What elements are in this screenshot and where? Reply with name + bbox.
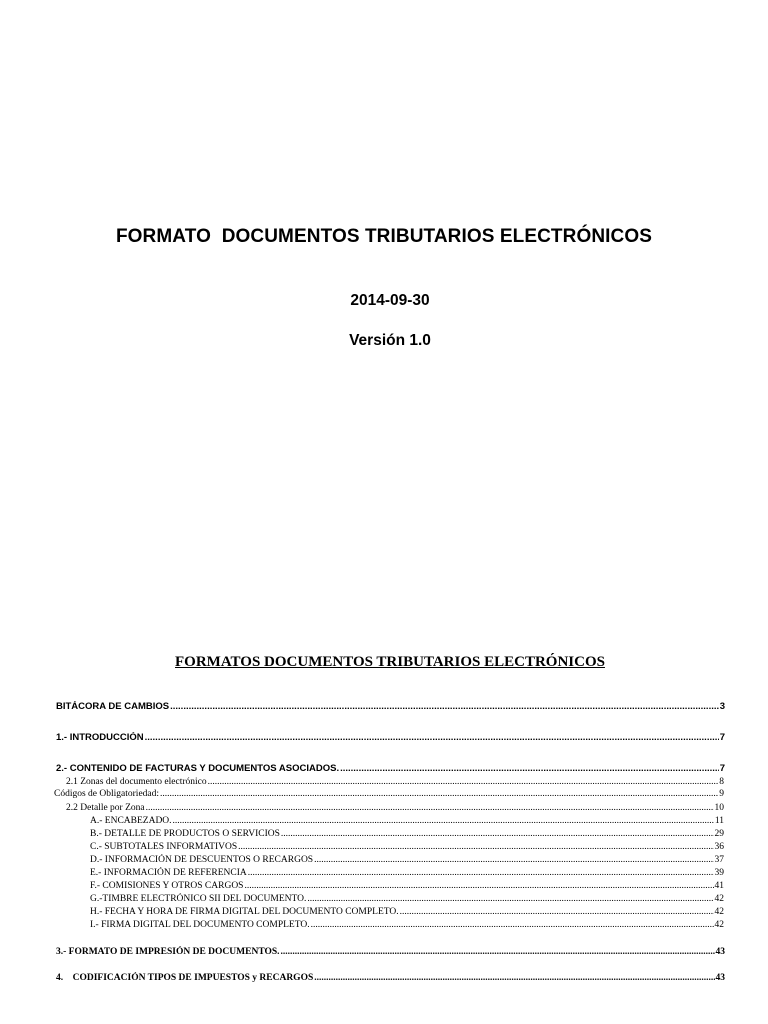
toc-entry-introduccion[interactable]: 1.- INTRODUCCIÓN ..... 7 bbox=[56, 732, 725, 744]
document-title: FORMATO DOCUMENTOS TRIBUTARIOS ELECTRÓNICOS bbox=[115, 226, 653, 247]
toc-entry-formato-impresion[interactable]: 3.- FORMATO DE IMPRESIÓN DE DOCUMENTOS. ..... 43 bbox=[56, 946, 725, 958]
toc-entry-detalle-zona[interactable]: 2.2 Detalle por Zona ..... 10 bbox=[66, 802, 724, 814]
toc-entry-descuentos[interactable]: D.- INFORMACIÓN DE DESCUENTOS O RECARGOS ..... 37 bbox=[90, 854, 724, 866]
toc-entry-fecha-firma[interactable]: H.- FECHA Y HORA DE FIRMA DIGITAL DEL DOCUMENTO COMPLETO. ..... 42 bbox=[90, 906, 724, 918]
toc-heading: FORMATOS DOCUMENTOS TRIBUTARIOS ELECTRÓNICOS bbox=[175, 654, 605, 670]
toc-entry-zonas[interactable]: 2.1 Zonas del documento electrónico ..... 8 bbox=[66, 776, 724, 788]
toc-entry-comisiones[interactable]: F.- COMISIONES Y OTROS CARGOS ..... 41 bbox=[90, 880, 724, 892]
toc-entry-bitacora[interactable]: BITÁCORA DE CAMBIOS ..... 3 bbox=[56, 701, 725, 713]
toc-entry-referencia[interactable]: E.- INFORMACIÓN DE REFERENCIA ..... 39 bbox=[90, 867, 724, 879]
document-version: Versión 1.0 bbox=[349, 332, 431, 349]
toc-entry-contenido[interactable]: 2.- CONTENIDO DE FACTURAS Y DOCUMENTOS ASOCIADOS. ..... 7 bbox=[56, 763, 725, 775]
toc-entry-subtotales[interactable]: C.- SUBTOTALES INFORMATIVOS ..... 36 bbox=[90, 841, 724, 853]
document-date: 2014-09-30 bbox=[350, 292, 430, 309]
toc-entry-codificacion[interactable]: 4. CODIFICACIÓN TIPOS DE IMPUESTOS y RECARGOS ..... 43 bbox=[56, 972, 725, 984]
toc-entry-codigos[interactable]: Códigos de Obligatoriedad: ..... 9 bbox=[54, 788, 724, 800]
toc-entry-detalle-productos[interactable]: B.- DETALLE DE PRODUCTOS O SERVICIOS ..... 29 bbox=[90, 828, 724, 840]
toc-entry-timbre[interactable]: G.-TIMBRE ELECTRÓNICO SII DEL DOCUMENTO. ..... 42 bbox=[90, 893, 724, 905]
toc-entry-encabezado[interactable]: A.- ENCABEZADO. ..... 11 bbox=[90, 815, 724, 827]
toc-entry-firma-digital[interactable]: I.- FIRMA DIGITAL DEL DOCUMENTO COMPLETO. ..... 42 bbox=[90, 919, 724, 931]
